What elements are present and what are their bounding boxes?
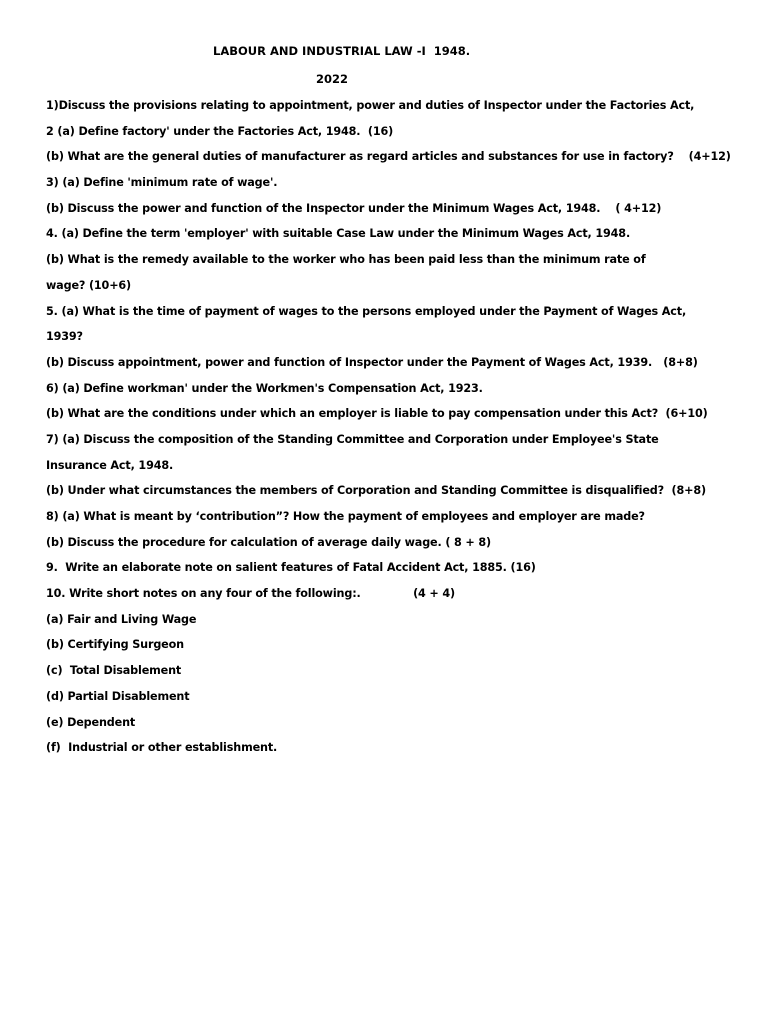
- question-line: wage? (10+6): [46, 278, 132, 292]
- question-line: (b) Discuss appointment, power and function of Inspector under the Payment of Wages Act, 1939. (8+8): [46, 355, 698, 369]
- question-line: (b) What is the remedy available to the worker who has been paid less than the minimum rate of: [46, 253, 646, 267]
- question-list: [46, 97, 746, 765]
- question-line: 4. (a) Define the term 'employer' with suitable Case Law under the Minimum Wages Act, 1948.: [46, 227, 631, 241]
- document-year: 2022: [316, 72, 349, 86]
- question-line: 1)Discuss the provisions relating to appointment, power and duties of Inspector under the Factories Act,: [46, 99, 695, 112]
- question-line: (c) Total Disablement: [46, 664, 182, 678]
- question-line: (b) What are the general duties of manufacturer as regard articles and substances for use in factory? (4+12): [46, 150, 731, 164]
- document-title: LABOUR AND INDUSTRIAL LAW -I 1948.: [213, 44, 471, 58]
- question-line: 10. Write short notes on any four of the following:. (4 + 4): [46, 587, 455, 601]
- question-line: 2 (a) Define factory' under the Factories Act, 1948. (16): [46, 124, 394, 138]
- question-line: 1939?: [46, 330, 83, 344]
- question-line: (a) Fair and Living Wage: [46, 612, 197, 626]
- question-line: (b) What are the conditions under which an employer is liable to pay compensation under this Act? (6+10): [46, 407, 708, 421]
- question-line: Insurance Act, 1948.: [46, 458, 174, 472]
- question-line: 7) (a) Discuss the composition of the Standing Committee and Corporation under Employee's State: [46, 432, 659, 446]
- question-line: (d) Partial Disablement: [46, 689, 190, 703]
- question-line: 3) (a) Define 'minimum rate of wage'.: [46, 176, 278, 190]
- question-line: 6) (a) Define workman' under the Workmen's Compensation Act, 1923.: [46, 381, 483, 395]
- question-line: (b) Under what circumstances the members of Corporation and Standing Committee is disqualified? (8+8): [46, 484, 706, 498]
- question-line: (f) Industrial or other establishment.: [46, 741, 278, 755]
- question-line: 8) (a) What is meant by ‘contribution”? How the payment of employees and employer are made?: [46, 510, 645, 523]
- question-line: 5. (a) What is the time of payment of wages to the persons employed under the Payment of Wages Act,: [46, 304, 687, 318]
- question-line: (b) Discuss the procedure for calculation of average daily wage. ( 8 + 8): [46, 535, 491, 549]
- question-line: 9. Write an elaborate note on salient features of Fatal Accident Act, 1885. (16): [46, 561, 536, 575]
- question-line: (b) Discuss the power and function of the Inspector under the Minimum Wages Act, 1948. ( 4+12): [46, 201, 662, 215]
- question-line: (e) Dependent: [46, 715, 136, 729]
- question-line: (b) Certifying Surgeon: [46, 638, 184, 652]
